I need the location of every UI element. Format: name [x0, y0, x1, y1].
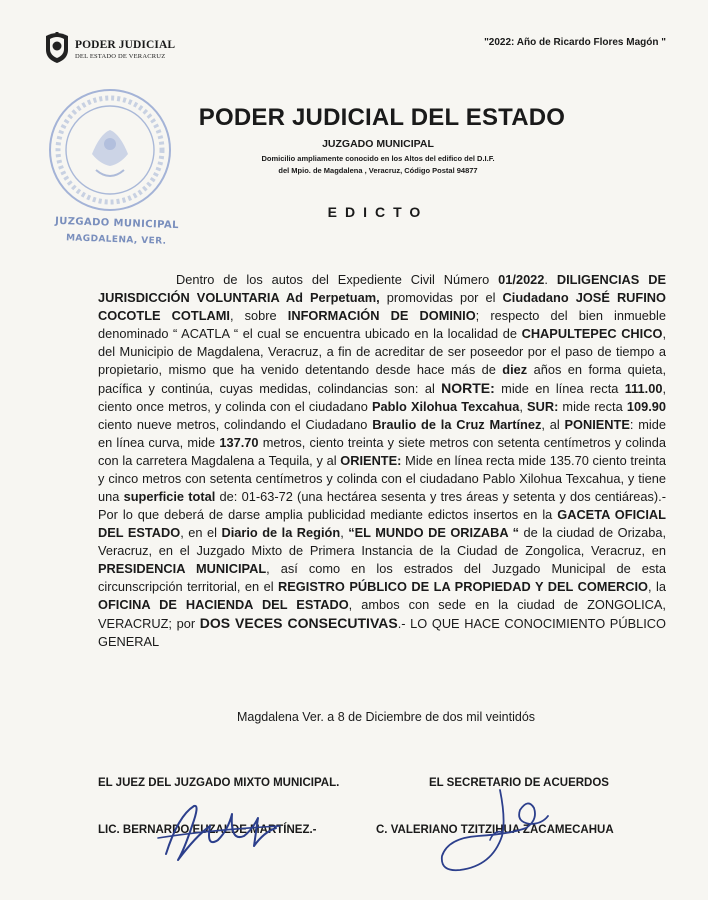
text-segment: ,	[519, 399, 528, 414]
bold-text-segment: superficie total	[123, 489, 216, 504]
bold-text-segment: 01/2022	[498, 272, 545, 287]
bold-text-segment: PRESIDENCIA MUNICIPAL	[98, 561, 267, 576]
document-title: PODER JUDICIAL DEL ESTADO	[198, 104, 566, 131]
bold-text-segment: ORIENTE:	[340, 453, 402, 468]
bold-text-segment: CHAPULTEPEC CHICO	[521, 326, 663, 341]
bold-text-segment: “EL MUNDO DE ORIZABA “	[348, 525, 520, 540]
bold-text-segment: 137.70	[219, 435, 259, 450]
text-segment: .	[544, 272, 557, 287]
logo-line-1: PODER JUDICIAL	[75, 39, 176, 51]
text-segment: mide en línea recta	[494, 381, 625, 396]
edict-body	[98, 271, 666, 651]
address-line-1: Domicilio ampliamente conocido en los Altos del edifico del D.I.F.	[261, 154, 495, 163]
text-segment: , en el	[180, 525, 222, 540]
edict-paragraph	[98, 271, 666, 651]
bold-text-segment: REGISTRO PÚBLICO DE LA PROPIEDAD Y DEL COMERCIO	[278, 579, 648, 594]
bold-text-segment: DILIGENCIAS DE JURISDICCIÓN VOLUNTARIA Ad Perpetuam,	[98, 272, 666, 305]
bold-text-segment: NORTE:	[441, 380, 495, 396]
bold-text-segment: Ciudadano JOSÉ RUFINO COCOTLE COTLAMI	[98, 290, 666, 323]
bold-text-segment: SUR:	[527, 399, 559, 414]
text-segment: .- LO QUE HACE CONOCIMIENTO PÚBLICO GENERAL	[98, 616, 666, 649]
bold-text-segment: Pablo Xilohua Texcahua	[372, 399, 520, 414]
secretary-name: C. VALERIANO TZITZIHUA ZACAMECAHUA	[376, 824, 614, 836]
text-segment: , del Municipio de Magdalena, Veracruz, a fin de acreditar de ser poseedor por el paso de tiempo a propietario, mismo que ha venido detentando desde hace más de	[98, 326, 666, 377]
coat-of-arms-icon	[42, 30, 72, 64]
text-segment: metros, ciento treinta y siete metros con setenta centímetros y colinda con la carretera Magdalena a Tequila, y al	[98, 435, 666, 468]
judge-title: EL JUEZ DEL JUZGADO MIXTO MUNICIPAL.	[98, 777, 340, 789]
date-line: Magdalena Ver. a 8 de Diciembre de dos mil veintidós	[236, 710, 536, 724]
bold-text-segment: Diario de la Región	[221, 525, 341, 540]
text-segment: ,	[340, 525, 349, 540]
bold-text-segment: OFICINA DE HACIENDA DEL ESTADO	[98, 597, 349, 612]
bold-text-segment: INFORMACIÓN DE DOMINIO	[287, 308, 476, 323]
logo-line-2: DEL ESTADO DE VERACRUZ	[75, 53, 166, 60]
stamp-text-location: MAGDALENA, VER.	[65, 233, 167, 247]
stamp-text-court: JUZGADO MUNICIPAL	[54, 215, 180, 232]
address-line-2: del Mpio. de Magdalena , Veracruz, Código Postal 94877	[278, 166, 478, 175]
text-segment: , la	[648, 579, 666, 594]
text-segment: , ciento once metros, y colinda con el ciudadano	[98, 381, 667, 414]
text-segment: Dentro de los autos del Expediente Civil Número	[176, 272, 499, 287]
bold-text-segment: Braulio de la Cruz Martínez	[372, 417, 542, 432]
bold-text-segment: PONIENTE	[564, 417, 630, 432]
text-segment: de la ciudad de Orizaba, Veracruz, en el Juzgado Mixto de Primera Instancia de la Ciudad de Zongolica, Veracruz, en	[98, 525, 666, 558]
text-segment: , al	[541, 417, 565, 432]
bold-text-segment: diez	[502, 362, 528, 377]
institution-logo	[42, 30, 182, 70]
bold-text-segment: GACETA OFICIAL DEL ESTADO	[98, 507, 666, 540]
text-segment: : mide en línea curva, mide	[98, 417, 666, 450]
text-segment: , así como en los estrados del Juzgado Municipal de esta circunscripción territorial, en el	[98, 561, 666, 594]
edict-heading: EDICTO	[327, 204, 429, 220]
judge-name: LIC. BERNARDO EUZALDE MARTÍNEZ.-	[98, 824, 317, 836]
text-segment: promovidas por el	[379, 290, 503, 305]
text-segment: ciento nueve metros, colindando el Ciudadano	[98, 417, 373, 432]
court-address	[0, 153, 708, 177]
court-name: JUZGADO MUNICIPAL	[322, 138, 434, 150]
text-segment: años en forma quieta, pacífica y continúa, cuyas medidas, colindancias son: al	[98, 362, 666, 396]
bold-text-segment: 111.00	[624, 381, 663, 396]
text-segment: de: 01-63-72 (una hectárea sesenta y tres áreas y setenta y dos centiáreas).- Por lo que deberá de darse amplia publicidad mediante edictos insertos en la	[98, 489, 666, 522]
secretary-title: EL SECRETARIO DE ACUERDOS	[429, 777, 609, 789]
text-segment: , ambos con sede en la ciudad de ZONGOLICA, VERACRUZ; por	[98, 597, 666, 631]
text-segment: ; respecto del bien inmueble denominado “ ACATLA “ el cual se encuentra ubicado en la localidad de	[98, 308, 666, 341]
text-segment: Mide en línea recta mide 135.70 ciento treinta y cinco metros con setenta centímetros y colinda con el ciudadano Pablo Xilohua Texcahua, y tiene una	[98, 453, 666, 504]
text-segment: mide recta	[558, 399, 627, 414]
year-motto: "2022: Año de Ricardo Flores Magón "	[484, 37, 666, 48]
bold-text-segment: DOS VECES CONSECUTIVAS	[199, 615, 398, 631]
text-segment: , sobre	[229, 308, 288, 323]
bold-text-segment: 109.90	[626, 399, 666, 414]
